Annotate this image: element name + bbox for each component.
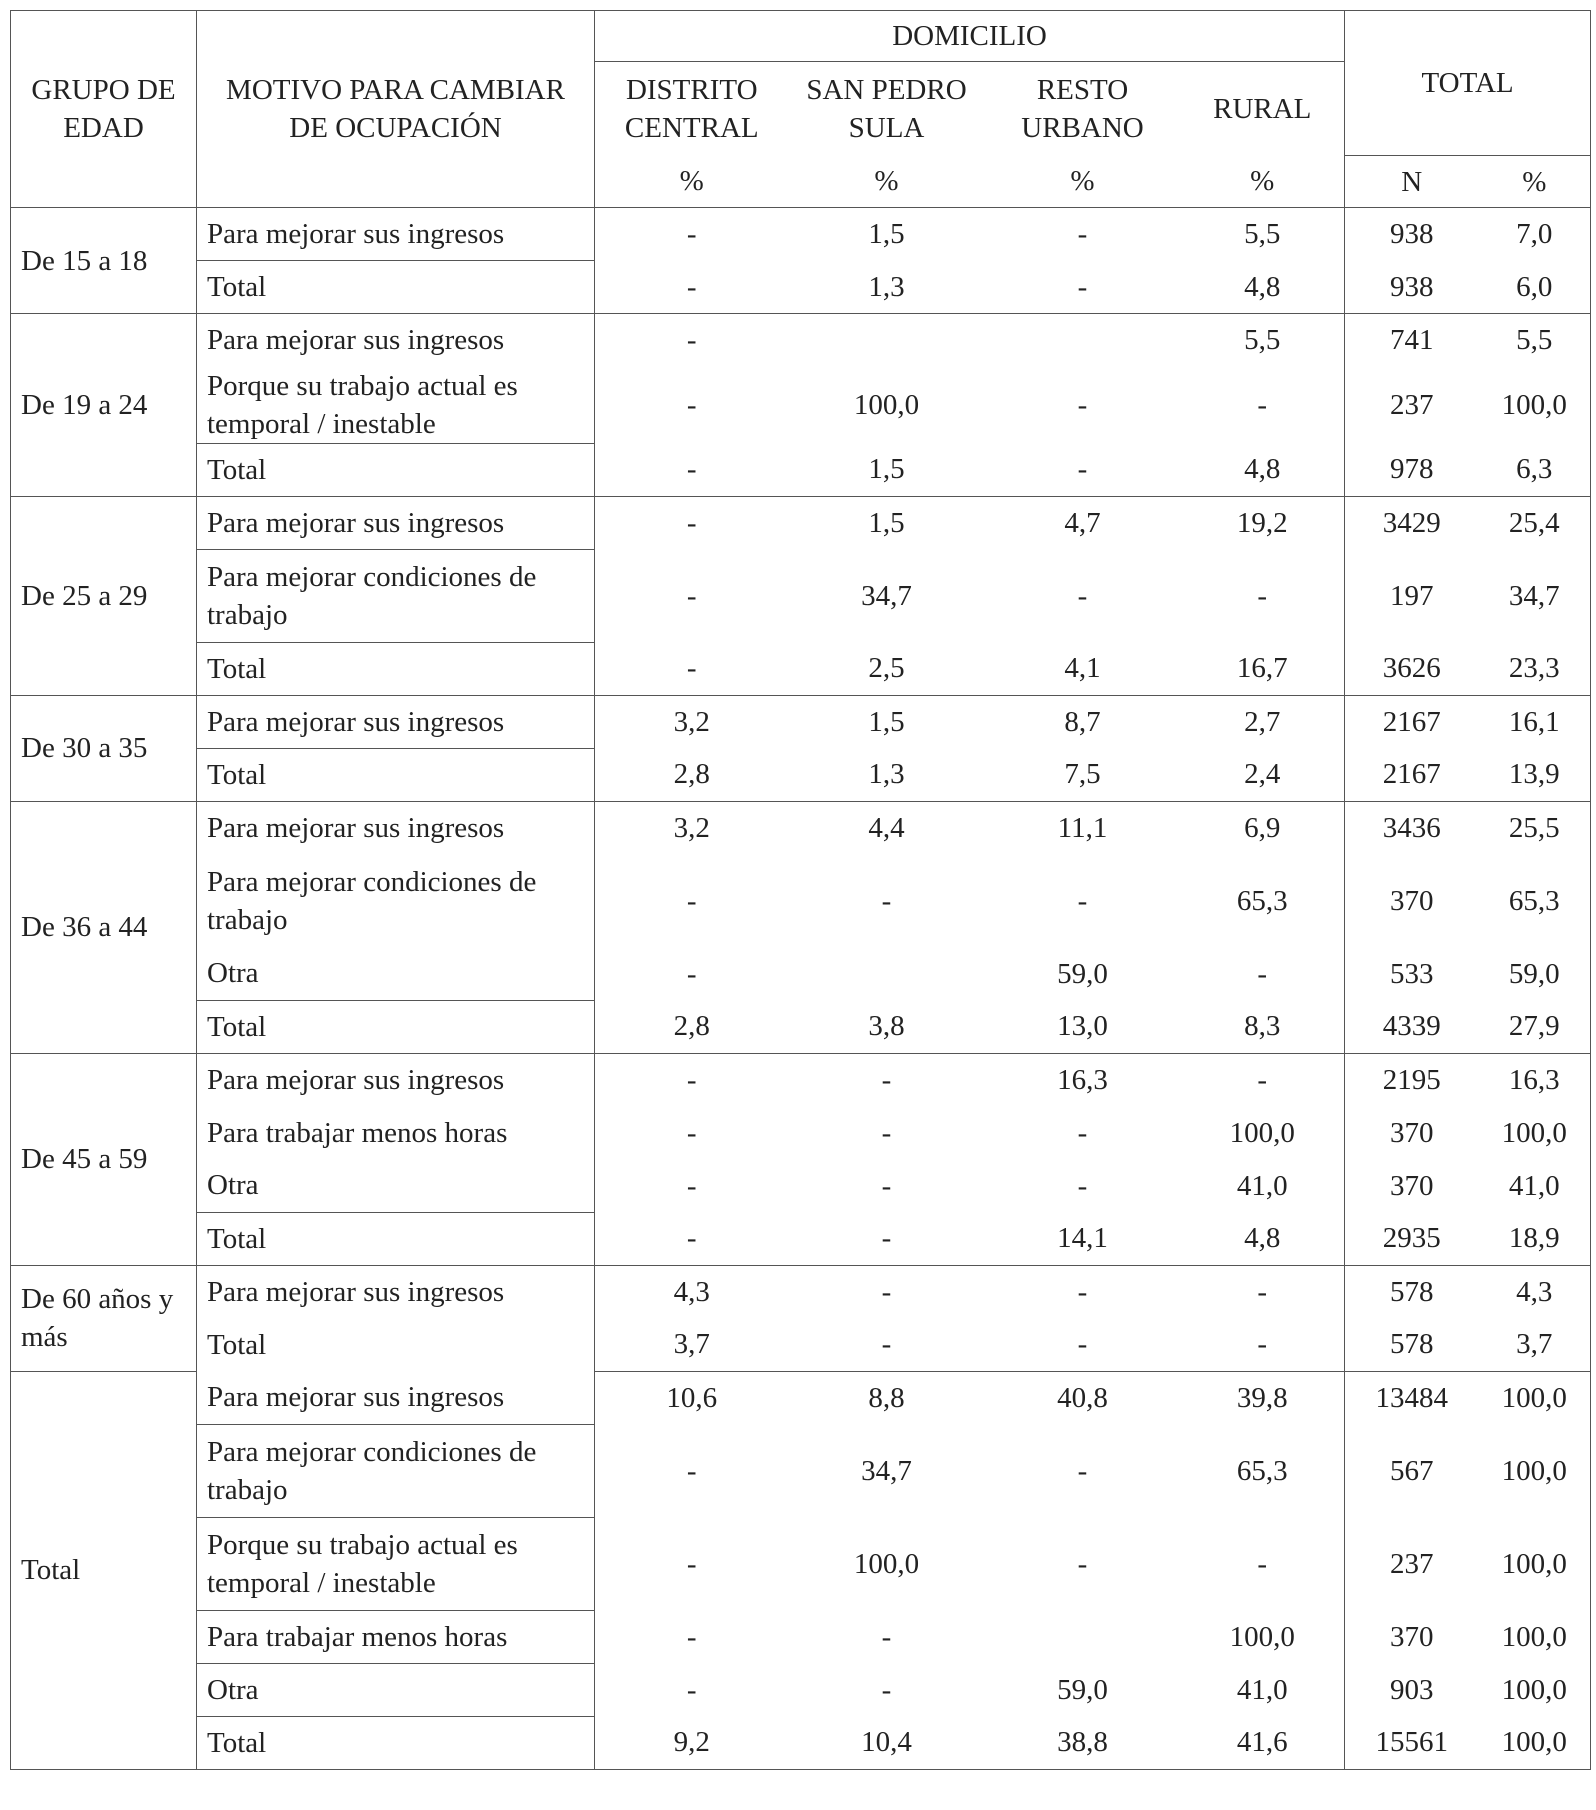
header-rural: RURAL [1181,62,1345,156]
cell-san-pedro-sula: - [789,1212,985,1265]
cell-total-pct: 41,0 [1508,1169,1560,1202]
table-row [11,1663,1591,1716]
cell-resto-urbano: - [1077,1454,1088,1487]
header-pct-sanpedro: % [789,156,985,208]
motivo-cell: Para mejorar condiciones de trabajo [197,854,595,947]
cell-resto-urbano: 7,5 [985,748,1181,801]
cell-total-n: 237 [1390,1547,1434,1580]
cell-total-pct: 13,9 [1479,748,1591,801]
cell-resto-urbano: 40,8 [1057,1381,1108,1414]
table-row [11,1106,1591,1159]
cell-san-pedro-sula: 2,5 [789,642,985,695]
cell-total-n: 13484 [1375,1381,1449,1414]
cell-rural: 41,6 [1181,1716,1345,1769]
cell-distrito-central: - [686,1620,697,1653]
cell-total-n: 3429 [1382,506,1441,539]
motivo-cell: Total [197,642,595,695]
cell-san-pedro-sula: 1,3 [789,748,985,801]
cell-san-pedro-sula: 1,5 [868,705,905,738]
header-distrito-central: DISTRITO CENTRAL [624,73,759,144]
cell-rural: 5,5 [1181,208,1345,261]
cell-total-n: 237 [1390,388,1434,421]
table-row [11,1318,1591,1371]
cell-rural: 6,9 [1181,801,1345,854]
table-row [11,1371,1591,1424]
table-row [11,549,1591,642]
cell-total-n: 533 [1390,957,1434,990]
table-row [11,1159,1591,1212]
cell-distrito-central: - [595,443,789,496]
cell-distrito-central: - [686,1169,697,1202]
cell-distrito-central: - [595,1212,789,1265]
cell-resto-urbano [985,1610,1181,1663]
cell-distrito-central: - [595,261,789,314]
cell-resto-urbano: - [1077,1547,1088,1580]
cell-distrito-central: - [686,1116,697,1149]
cell-total-pct: 100,0 [1501,1620,1567,1653]
cell-san-pedro-sula: 8,8 [868,1381,905,1414]
cell-rural: 39,8 [1181,1371,1345,1424]
table-row [11,801,1591,854]
table-row [11,642,1591,695]
cell-rural: - [1181,1265,1345,1318]
motivo-cell: Para mejorar sus ingresos [197,314,595,367]
table-row [11,1053,1591,1106]
motivo-cell: Para mejorar sus ingresos [197,1371,595,1424]
cell-resto-urbano: - [985,443,1181,496]
cell-total-n: 370 [1390,1620,1434,1653]
table-row [11,314,1591,367]
motivo-cell: Para trabajar menos horas [197,1106,595,1159]
cell-total-pct: 100,0 [1501,1673,1567,1706]
cell-total-pct: 25,4 [1508,506,1560,539]
motivo-cell: Para mejorar sus ingresos [197,1053,595,1106]
motivo-cell: Total [197,1716,595,1769]
cell-rural: 41,0 [1181,1663,1345,1716]
table-row [11,261,1591,314]
motivo-cell: Para mejorar sus ingresos [197,695,595,748]
cell-rural: 8,3 [1181,1000,1345,1053]
table-row [11,1265,1591,1318]
age-group-label: De 30 a 35 [11,695,197,801]
cell-total-pct: 7,0 [1516,218,1553,251]
table-row [11,496,1591,549]
table-row [11,1610,1591,1663]
cell-san-pedro-sula: 34,7 [861,579,912,612]
cell-rural: 19,2 [1181,496,1345,549]
cell-rural: 2,7 [1181,695,1345,748]
header-san-pedro-sula: SAN PEDRO SULA [806,73,967,144]
motivo-cell: Total [197,261,595,314]
cell-total-n: 567 [1390,1454,1434,1487]
motivo-cell: Otra [197,1159,595,1212]
motivo-cell: Para mejorar condiciones de trabajo [197,549,595,642]
table-row [11,443,1591,496]
motivo-cell: Total [197,748,595,801]
cell-rural: 65,3 [1181,1424,1345,1517]
motivo-cell: Total [197,1000,595,1053]
cell-total-pct: 6,3 [1479,443,1591,496]
cell-distrito-central: - [686,1673,697,1706]
cell-san-pedro-sula: - [789,1318,985,1371]
cell-san-pedro-sula: 1,5 [868,218,905,251]
cell-total-pct: 65,3 [1508,884,1560,917]
cell-distrito-central: - [686,1454,697,1487]
cell-total-n: 2195 [1382,1063,1441,1096]
cell-total-pct: 100,0 [1501,1726,1567,1759]
table-row [11,748,1591,801]
motivo-cell: Otra [197,1663,595,1716]
cell-total-n: 3626 [1345,642,1479,695]
header-motivo: MOTIVO PARA CAMBIAR DE OCUPACIÓN [197,11,595,208]
motivo-cell: Porque su trabajo actual es temporal / inestable [197,1517,595,1610]
cell-san-pedro-sula: - [881,884,892,917]
age-group-label: De 19 a 24 [11,314,197,497]
cell-resto-urbano: 8,7 [1064,705,1101,738]
cell-total-n: 15561 [1375,1726,1449,1759]
cell-rural: 100,0 [1181,1610,1345,1663]
cell-total-n: 370 [1390,1169,1434,1202]
cell-total-pct: 100,0 [1501,1116,1567,1149]
cell-distrito-central: - [686,579,697,612]
table-row [11,1000,1591,1053]
cell-total-pct: 25,5 [1508,811,1560,844]
motivo-cell: Total [197,1318,595,1371]
cell-rural: 4,8 [1181,1212,1345,1265]
motivo-cell: Total [197,443,595,496]
table-row [11,208,1591,261]
header-grupo-edad: GRUPO DE EDAD [11,11,197,208]
cell-san-pedro-sula: 100,0 [853,388,920,421]
cell-san-pedro-sula: 3,8 [789,1000,985,1053]
cell-total-pct: 100,0 [1501,1454,1567,1487]
cell-total-n: 938 [1345,261,1479,314]
table-row [11,1424,1591,1517]
cell-distrito-central: - [686,388,697,421]
cell-total-pct: 5,5 [1516,324,1553,357]
cell-san-pedro-sula [789,314,985,367]
cell-total-n: 578 [1345,1318,1479,1371]
cell-distrito-central: 2,8 [595,1000,789,1053]
motivo-cell: Para mejorar sus ingresos [197,496,595,549]
cell-resto-urbano [985,314,1181,367]
cell-resto-urbano: - [1077,1116,1088,1149]
cell-total-pct: 100,0 [1501,1381,1567,1414]
cell-san-pedro-sula: - [881,1116,892,1149]
cell-distrito-central: - [686,884,697,917]
cell-total-n: 2167 [1382,705,1441,738]
cell-rural: 5,5 [1181,314,1345,367]
motivo-cell: Total [197,1212,595,1265]
age-group-label: De 60 años y más [11,1265,197,1371]
cell-san-pedro-sula: 1,3 [789,261,985,314]
cell-distrito-central: - [686,324,697,357]
cell-total-n: 741 [1390,324,1434,357]
cell-distrito-central: 2,8 [595,748,789,801]
cell-san-pedro-sula: - [881,1275,892,1308]
cell-rural: - [1181,1517,1345,1610]
cell-distrito-central: 3,2 [673,705,710,738]
cell-rural: - [1181,1318,1345,1371]
cell-rural: 2,4 [1181,748,1345,801]
table-row [11,1212,1591,1265]
cell-total-pct: 34,7 [1508,579,1560,612]
cell-rural: 4,8 [1181,261,1345,314]
table-row [11,947,1591,1000]
table-row [11,854,1591,947]
motivo-cell: Otra [197,947,595,1000]
cell-rural: - [1181,1053,1345,1106]
table-row [11,367,1591,444]
cell-total-pct: 4,3 [1516,1275,1553,1308]
cell-san-pedro-sula: 1,5 [868,506,905,539]
cell-total-pct: 6,0 [1479,261,1591,314]
cell-total-pct: 23,3 [1479,642,1591,695]
header-resto-urbano: RESTO URBANO [1021,73,1144,144]
cell-distrito-central: 10,6 [666,1381,718,1414]
cell-san-pedro-sula: 4,4 [868,811,905,844]
cell-resto-urbano: 4,1 [985,642,1181,695]
age-group-label: De 15 a 18 [11,208,197,314]
cell-total-pct: 3,7 [1479,1318,1591,1371]
cell-resto-urbano: - [1077,1169,1088,1202]
cell-total-n: 938 [1390,218,1434,251]
cell-resto-urbano: - [1077,388,1088,421]
cell-resto-urbano: 13,0 [985,1000,1181,1053]
occupation-change-table [10,10,1591,1770]
age-group-label: Total [11,1371,197,1769]
cell-total-pct: 18,9 [1479,1212,1591,1265]
cell-total-pct: 27,9 [1479,1000,1591,1053]
cell-resto-urbano: 59,0 [1057,1673,1108,1706]
cell-rural: 16,7 [1181,642,1345,695]
cell-resto-urbano: - [1077,884,1088,917]
cell-total-n: 2935 [1345,1212,1479,1265]
cell-total-pct: 100,0 [1501,1547,1567,1580]
header-n: N [1345,156,1479,208]
cell-resto-urbano: - [985,1318,1181,1371]
cell-total-n: 370 [1390,884,1434,917]
table-row [11,1517,1591,1610]
cell-san-pedro-sula: - [881,1620,892,1653]
cell-san-pedro-sula: - [881,1169,892,1202]
cell-distrito-central: 3,7 [595,1318,789,1371]
table-container [10,10,1591,1770]
cell-rural: - [1181,367,1345,444]
header-pct-distrito: % [595,156,789,208]
age-group-label: De 25 a 29 [11,496,197,695]
cell-total-n: 370 [1390,1116,1434,1149]
cell-resto-urbano: - [985,261,1181,314]
cell-resto-urbano: 14,1 [985,1212,1181,1265]
header-pct-rural: % [1181,156,1345,208]
header-pct-resto: % [985,156,1181,208]
age-group-label: De 36 a 44 [11,801,197,1053]
motivo-cell: Porque su trabajo actual es temporal / inestable [197,367,595,444]
cell-distrito-central: - [686,218,697,251]
cell-rural: 65,3 [1181,854,1345,947]
cell-rural: 4,8 [1181,443,1345,496]
cell-distrito-central: - [686,1063,697,1096]
table-body [11,208,1591,1770]
header-domicilio: DOMICILIO [595,11,1345,62]
motivo-cell: Para trabajar menos horas [197,1610,595,1663]
cell-resto-urbano: 11,1 [1057,811,1108,844]
cell-total-n: 903 [1390,1673,1434,1706]
cell-rural: 100,0 [1181,1106,1345,1159]
cell-san-pedro-sula: 34,7 [861,1454,912,1487]
cell-resto-urbano: 16,3 [1057,1063,1108,1096]
motivo-cell: Para mejorar sus ingresos [197,208,595,261]
motivo-cell: Para mejorar sus ingresos [197,1265,595,1318]
cell-total-n: 3436 [1382,811,1441,844]
header-pct-total: % [1479,156,1591,208]
cell-distrito-central: 9,2 [673,1726,710,1759]
cell-distrito-central: - [686,1547,697,1580]
cell-san-pedro-sula: - [881,1673,892,1706]
cell-distrito-central: - [595,642,789,695]
cell-total-n: 4339 [1345,1000,1479,1053]
cell-san-pedro-sula: 100,0 [853,1547,920,1580]
cell-total-n: 978 [1345,443,1479,496]
cell-total-pct: 59,0 [1508,957,1560,990]
cell-distrito-central: 4,3 [673,1275,710,1308]
cell-san-pedro-sula [789,947,985,1000]
cell-total-n: 197 [1390,579,1434,612]
cell-distrito-central: - [686,957,697,990]
cell-resto-urbano: - [1077,1275,1088,1308]
cell-total-pct: 16,3 [1508,1063,1560,1096]
motivo-cell: Para mejorar sus ingresos [197,801,595,854]
table-row [11,695,1591,748]
cell-san-pedro-sula: - [881,1063,892,1096]
cell-total-n: 2167 [1345,748,1479,801]
cell-resto-urbano: 38,8 [1057,1726,1108,1759]
cell-resto-urbano: - [1077,218,1088,251]
cell-total-pct: 100,0 [1501,388,1567,421]
cell-resto-urbano: 59,0 [1057,957,1108,990]
cell-total-n: 578 [1390,1275,1434,1308]
header-total: TOTAL [1345,11,1591,156]
cell-san-pedro-sula: 1,5 [789,443,985,496]
cell-rural: - [1181,549,1345,642]
age-group-label: De 45 a 59 [11,1053,197,1265]
cell-distrito-central: 3,2 [673,811,710,844]
cell-rural: 41,0 [1181,1159,1345,1212]
cell-distrito-central: - [686,506,697,539]
cell-rural: - [1181,947,1345,1000]
cell-resto-urbano: - [1077,579,1088,612]
motivo-cell: Para mejorar condiciones de trabajo [197,1424,595,1517]
cell-resto-urbano: 4,7 [1064,506,1101,539]
cell-san-pedro-sula: 10,4 [861,1726,912,1759]
cell-total-pct: 16,1 [1508,705,1560,738]
table-row [11,1716,1591,1769]
